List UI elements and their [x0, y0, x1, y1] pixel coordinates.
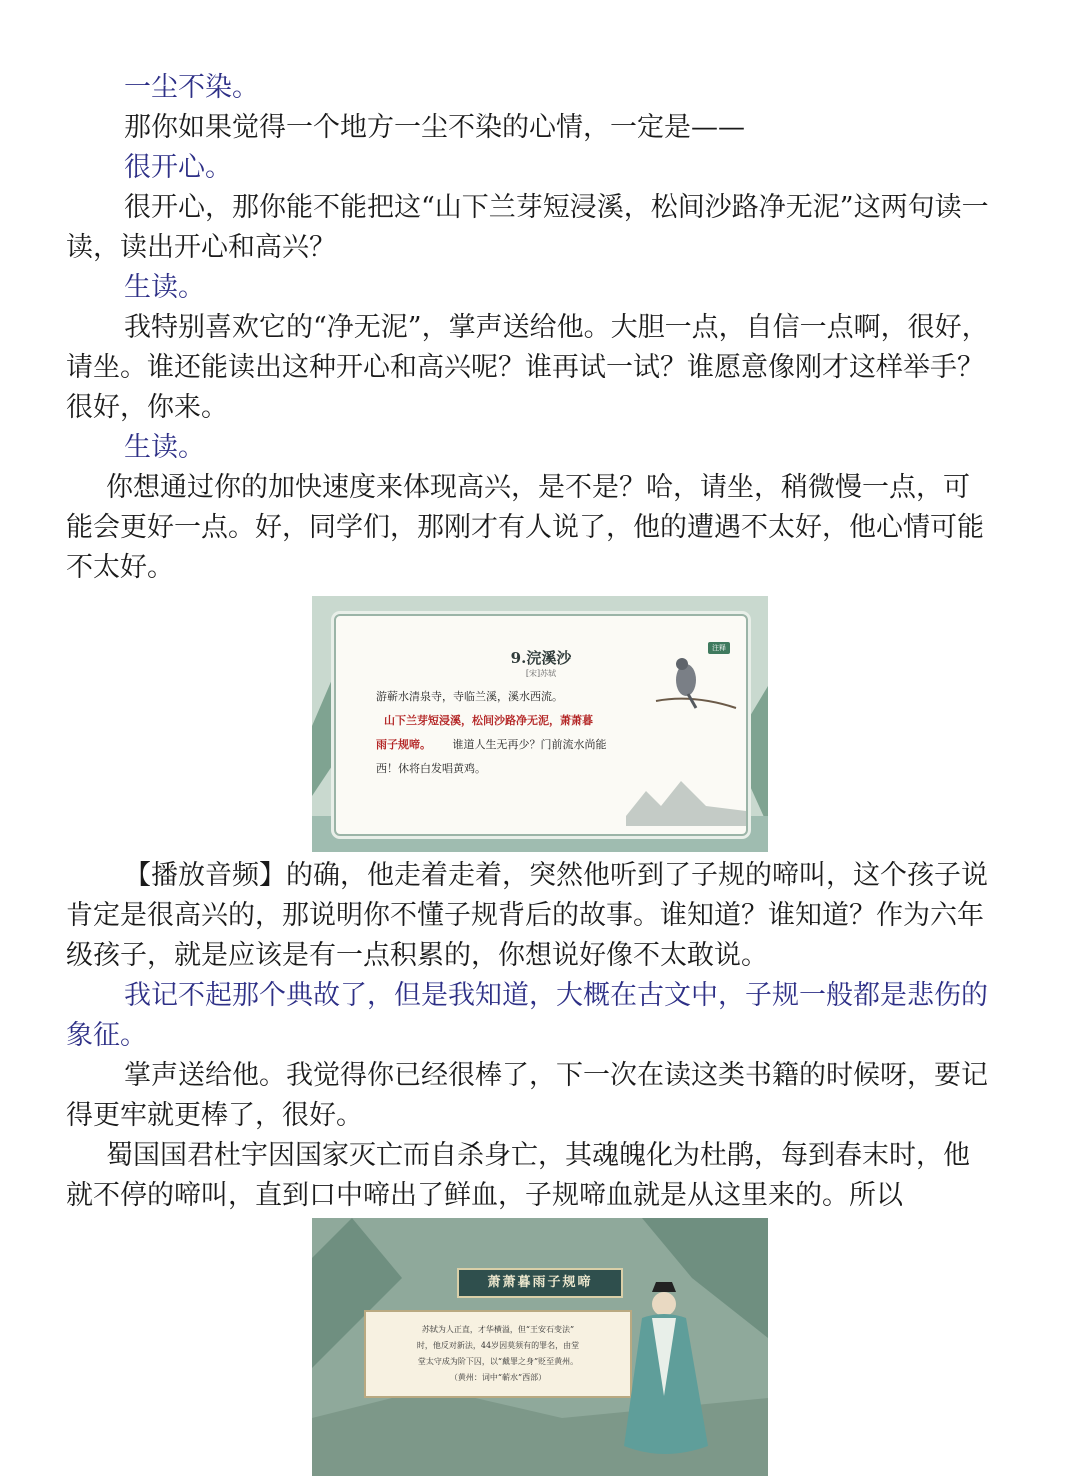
paragraph-8: 你想通过你的加快速度来体现高兴，是不是？哈，请坐，稍微慢一点，可能会更好一点。好，同学们，那刚才有人说了，他的遭遇不太好，他心情可能不太好。 — [66, 472, 984, 583]
paragraph-3: 很开心。 — [124, 152, 232, 183]
poem-author: [宋]苏轼 — [525, 669, 557, 678]
poem-line — [376, 736, 607, 752]
paragraph-12: 蜀国国君杜宇因国家灭亡而自杀身亡，其魂魄化为杜鹃，每到春末时，他就不停的啼叫，直到口中啼出了鲜血，子规啼血就是从这里来的。所以 — [66, 1140, 970, 1211]
bird-on-branch-icon — [648, 646, 738, 716]
story-line: 苏轼为人正直，才华横溢，但“王安石变法” — [421, 1325, 575, 1334]
paragraph-10: 我记不起那个典故了，但是我知道，大概在古文中，子规一般都是悲伤的象征。 — [66, 980, 988, 1051]
paragraph-2: 那你如果觉得一个地方一尘不染的心情，一定是—— — [124, 112, 745, 143]
slide-banner-title: 萧萧暮雨子规啼 — [457, 1268, 623, 1298]
annotation-tag: 注释 — [708, 642, 730, 654]
story-line: 堂太守成为阶下囚，以“戴罪之身”贬至黄州。 — [417, 1357, 579, 1366]
su-shi-figure-icon — [612, 1276, 722, 1466]
landscape-sketch-icon — [626, 766, 746, 826]
poem-slide-image — [312, 596, 768, 852]
poem-line: 游蕲水清泉寺，寺临兰溪，溪水西流。 — [376, 690, 563, 703]
paragraph-5: 生读。 — [124, 272, 205, 303]
paragraph-1: 一尘不染。 — [124, 72, 259, 103]
story-slide-image — [312, 1218, 768, 1476]
story-line: （黄州：词中“蕲水”西部） — [449, 1373, 547, 1382]
poem-line-highlight: 山下兰芽短浸溪，松间沙路净无泥，萧萧暮 — [384, 714, 593, 727]
paragraph-9: 【播放音频】的确，他走着走着，突然他听到了子规的啼叫，这个孩子说肯定是很高兴的，那说明你不懂子规背后的故事。谁知道？谁知道？作为六年级孩子，就是应该是有一点积累的，你想说好像不太敢说。 — [66, 860, 988, 971]
paragraph-4: 很开心，那你能不能把这“山下兰芽短浸溪，松间沙路净无泥”这两句读一读，读出开心和高兴？ — [66, 192, 989, 263]
poem-line-text: 谁道人生无再少？门前流水尚能 — [452, 738, 607, 751]
story-line: 时，他反对新法，44岁因莫须有的罪名，由堂 — [416, 1341, 580, 1350]
paragraph-11: 掌声送给他。我觉得你已经很棒了，下一次在读这类书籍的时候呀，要记得更牢就更棒了，很好。 — [66, 1060, 988, 1131]
story-text-box — [364, 1310, 632, 1398]
poem-card — [334, 614, 748, 836]
poem-line-highlight: 雨子规啼。 — [376, 738, 431, 751]
paragraph-6: 我特别喜欢它的“净无泥”，掌声送给他。大胆一点，自信一点啊，很好，请坐。谁还能读出这种开心和高兴呢？谁再试一试？谁愿意像刚才这样举手？很好，你来。 — [66, 312, 989, 423]
poem-title: 9.浣溪沙 — [510, 649, 572, 667]
poem-line: 西！休将白发唱黄鸡。 — [376, 762, 486, 775]
paragraph-7: 生读。 — [124, 432, 205, 463]
